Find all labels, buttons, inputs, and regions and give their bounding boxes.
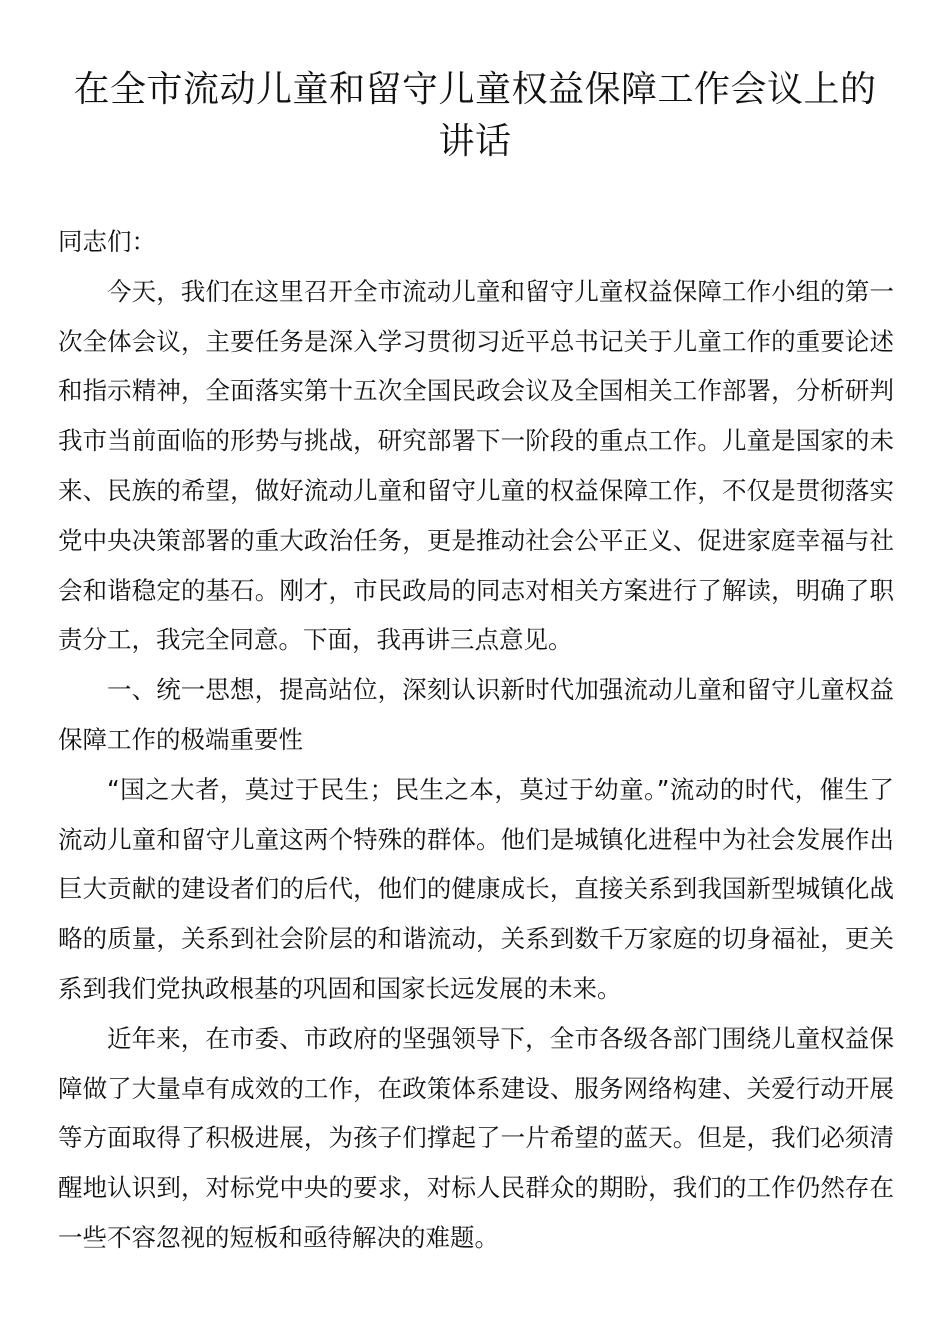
section-heading-1: 一、统一思想，提高站位，深刻认识新时代加强流动儿童和留守儿童权益保障工作的极端重要性 [58,675,894,754]
paragraph-quote: “国之大者，莫过于民生；民生之本，莫过于幼童。”流动的时代，催生了流动儿童和留守儿童这两个特殊的群体。他们是城镇化进程中为社会发展作出巨大贡献的建设者们的后代，他们的健康成长，直接关系到我国新型城镇化战略的质量，关系到社会阶层的和谐流动，关系到数千万家庭的切身福祉，更关系到我们党执政根基的巩固和国家长远发展的未来。 [58,774,894,1003]
salutation: 同志们： [58,227,156,256]
document-body [58,217,894,1263]
paragraph-recent-years: 近年来，在市委、市政府的坚强领导下，全市各级各部门围绕儿童权益保障做了大量卓有成效的工作，在政策体系建设、服务网络构建、关爱行动开展等方面取得了积极进展，为孩子们撑起了一片希望的蓝天。但是，我们必须清醒地认识到，对标党中央的要求，对标人民群众的期盼，我们的工作仍然存在一些不容忽视的短板和亟待解决的难题。 [58,1023,894,1252]
document-title: 在全市流动儿童和留守儿童权益保障工作会议上的讲话 [73,69,877,162]
paragraph-intro: 今天，我们在这里召开全市流动儿童和留守儿童权益保障工作小组的第一次全体会议，主要任务是深入学习贯彻习近平总书记关于儿童工作的重要论述和指示精神，全面落实第十五次全国民政会议及全国相关工作部署，分析研判我市当前面临的形势与挑战，研究部署下一阶段的重点工作。儿童是国家的未来、民族的希望，做好流动儿童和留守儿童的权益保障工作，不仅是贯彻落实党中央决策部署的重大政治任务，更是推动社会公平正义、促进家庭幸福与社会和谐稳定的基石。刚才，市民政局的同志对相关方案进行了解读，明确了职责分工，我完全同意。下面，我再讲三点意见。 [58,276,894,655]
